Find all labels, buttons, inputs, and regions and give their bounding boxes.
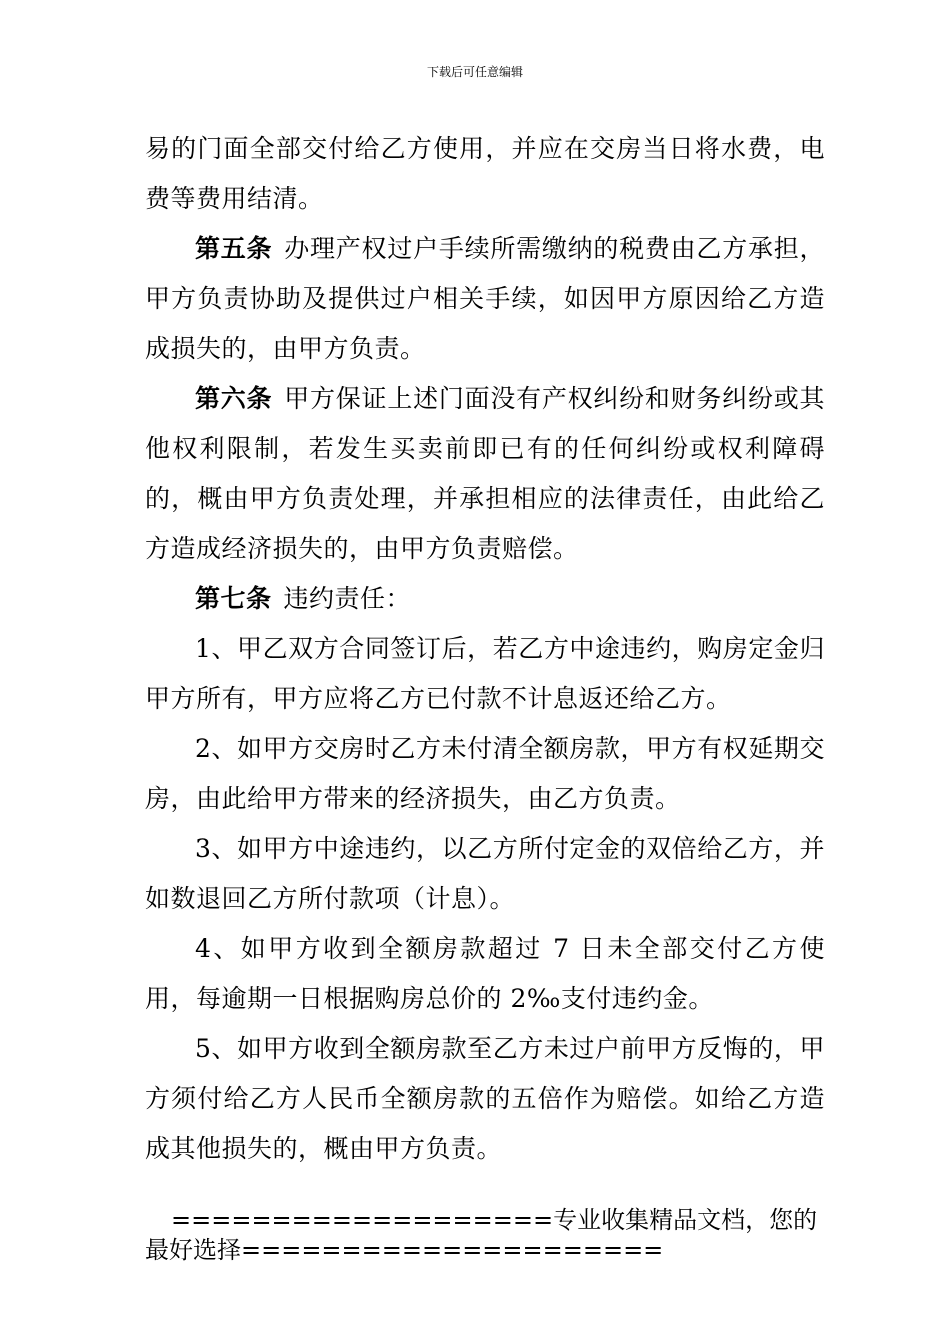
clause-item: [145, 924, 825, 1024]
article-six: [145, 374, 825, 574]
clause-item: [145, 824, 825, 924]
clause-item: [145, 1024, 825, 1174]
paragraph-text: 3、如甲方中途违约，以乙方所付定金的双倍给乙方，并如数退回乙方所付款项（计息）。: [145, 834, 825, 913]
article-seven: [145, 574, 825, 624]
paragraph-text: 易的门面全部交付给乙方使用，并应在交房当日将水费，电费等费用结清。: [145, 134, 825, 213]
page-footer: ===================专业收集精品文档，您的最好选择=====================: [145, 1206, 818, 1264]
paragraph-text: 办理产权过户手续所需缴纳的税费由乙方承担，甲方负责协助及提供过户相关手续，如因甲方原因给乙方造成损失的，由甲方负责。: [145, 234, 825, 363]
page-header: 下载后可任意编辑: [426, 65, 523, 79]
paragraph-text: 4、如甲方收到全额房款超过 7 日未全部交付乙方使用，每逾期一日根据购房总价的 2‰支付违约金。: [145, 934, 825, 1013]
clause-item: [145, 624, 825, 724]
paragraph-text: 2、如甲方交房时乙方未付清全额房款，甲方有权延期交房，由此给甲方带来的经济损失，由乙方负责。: [145, 734, 825, 813]
article-five: [145, 224, 825, 374]
paragraph-text: 违约责任：: [283, 584, 412, 613]
paragraph-text: 甲方保证上述门面没有产权纠纷和财务纠纷或其他权利限制，若发生买卖前即已有的任何纠纷或权利障碍的，概由甲方负责处理，并承担相应的法律责任，由此给乙方造成经济损失的，由甲方负责赔偿。: [145, 384, 825, 563]
clause-item: [145, 724, 825, 824]
paragraph-text: 5、如甲方收到全额房款至乙方未过户前甲方反悔的，甲方须付给乙方人民币全额房款的五倍作为赔偿。如给乙方造成其他损失的，概由甲方负责。: [145, 1034, 825, 1163]
article-heading: 第五条: [195, 234, 273, 263]
paragraph-text: 1、甲乙双方合同签订后，若乙方中途违约，购房定金归甲方所有，甲方应将乙方已付款不计息返还给乙方。: [145, 634, 825, 713]
article-heading: 第六条: [195, 384, 273, 413]
document-body: [145, 124, 825, 1174]
article-heading: 第七条: [195, 584, 272, 613]
paragraph: [145, 124, 825, 224]
